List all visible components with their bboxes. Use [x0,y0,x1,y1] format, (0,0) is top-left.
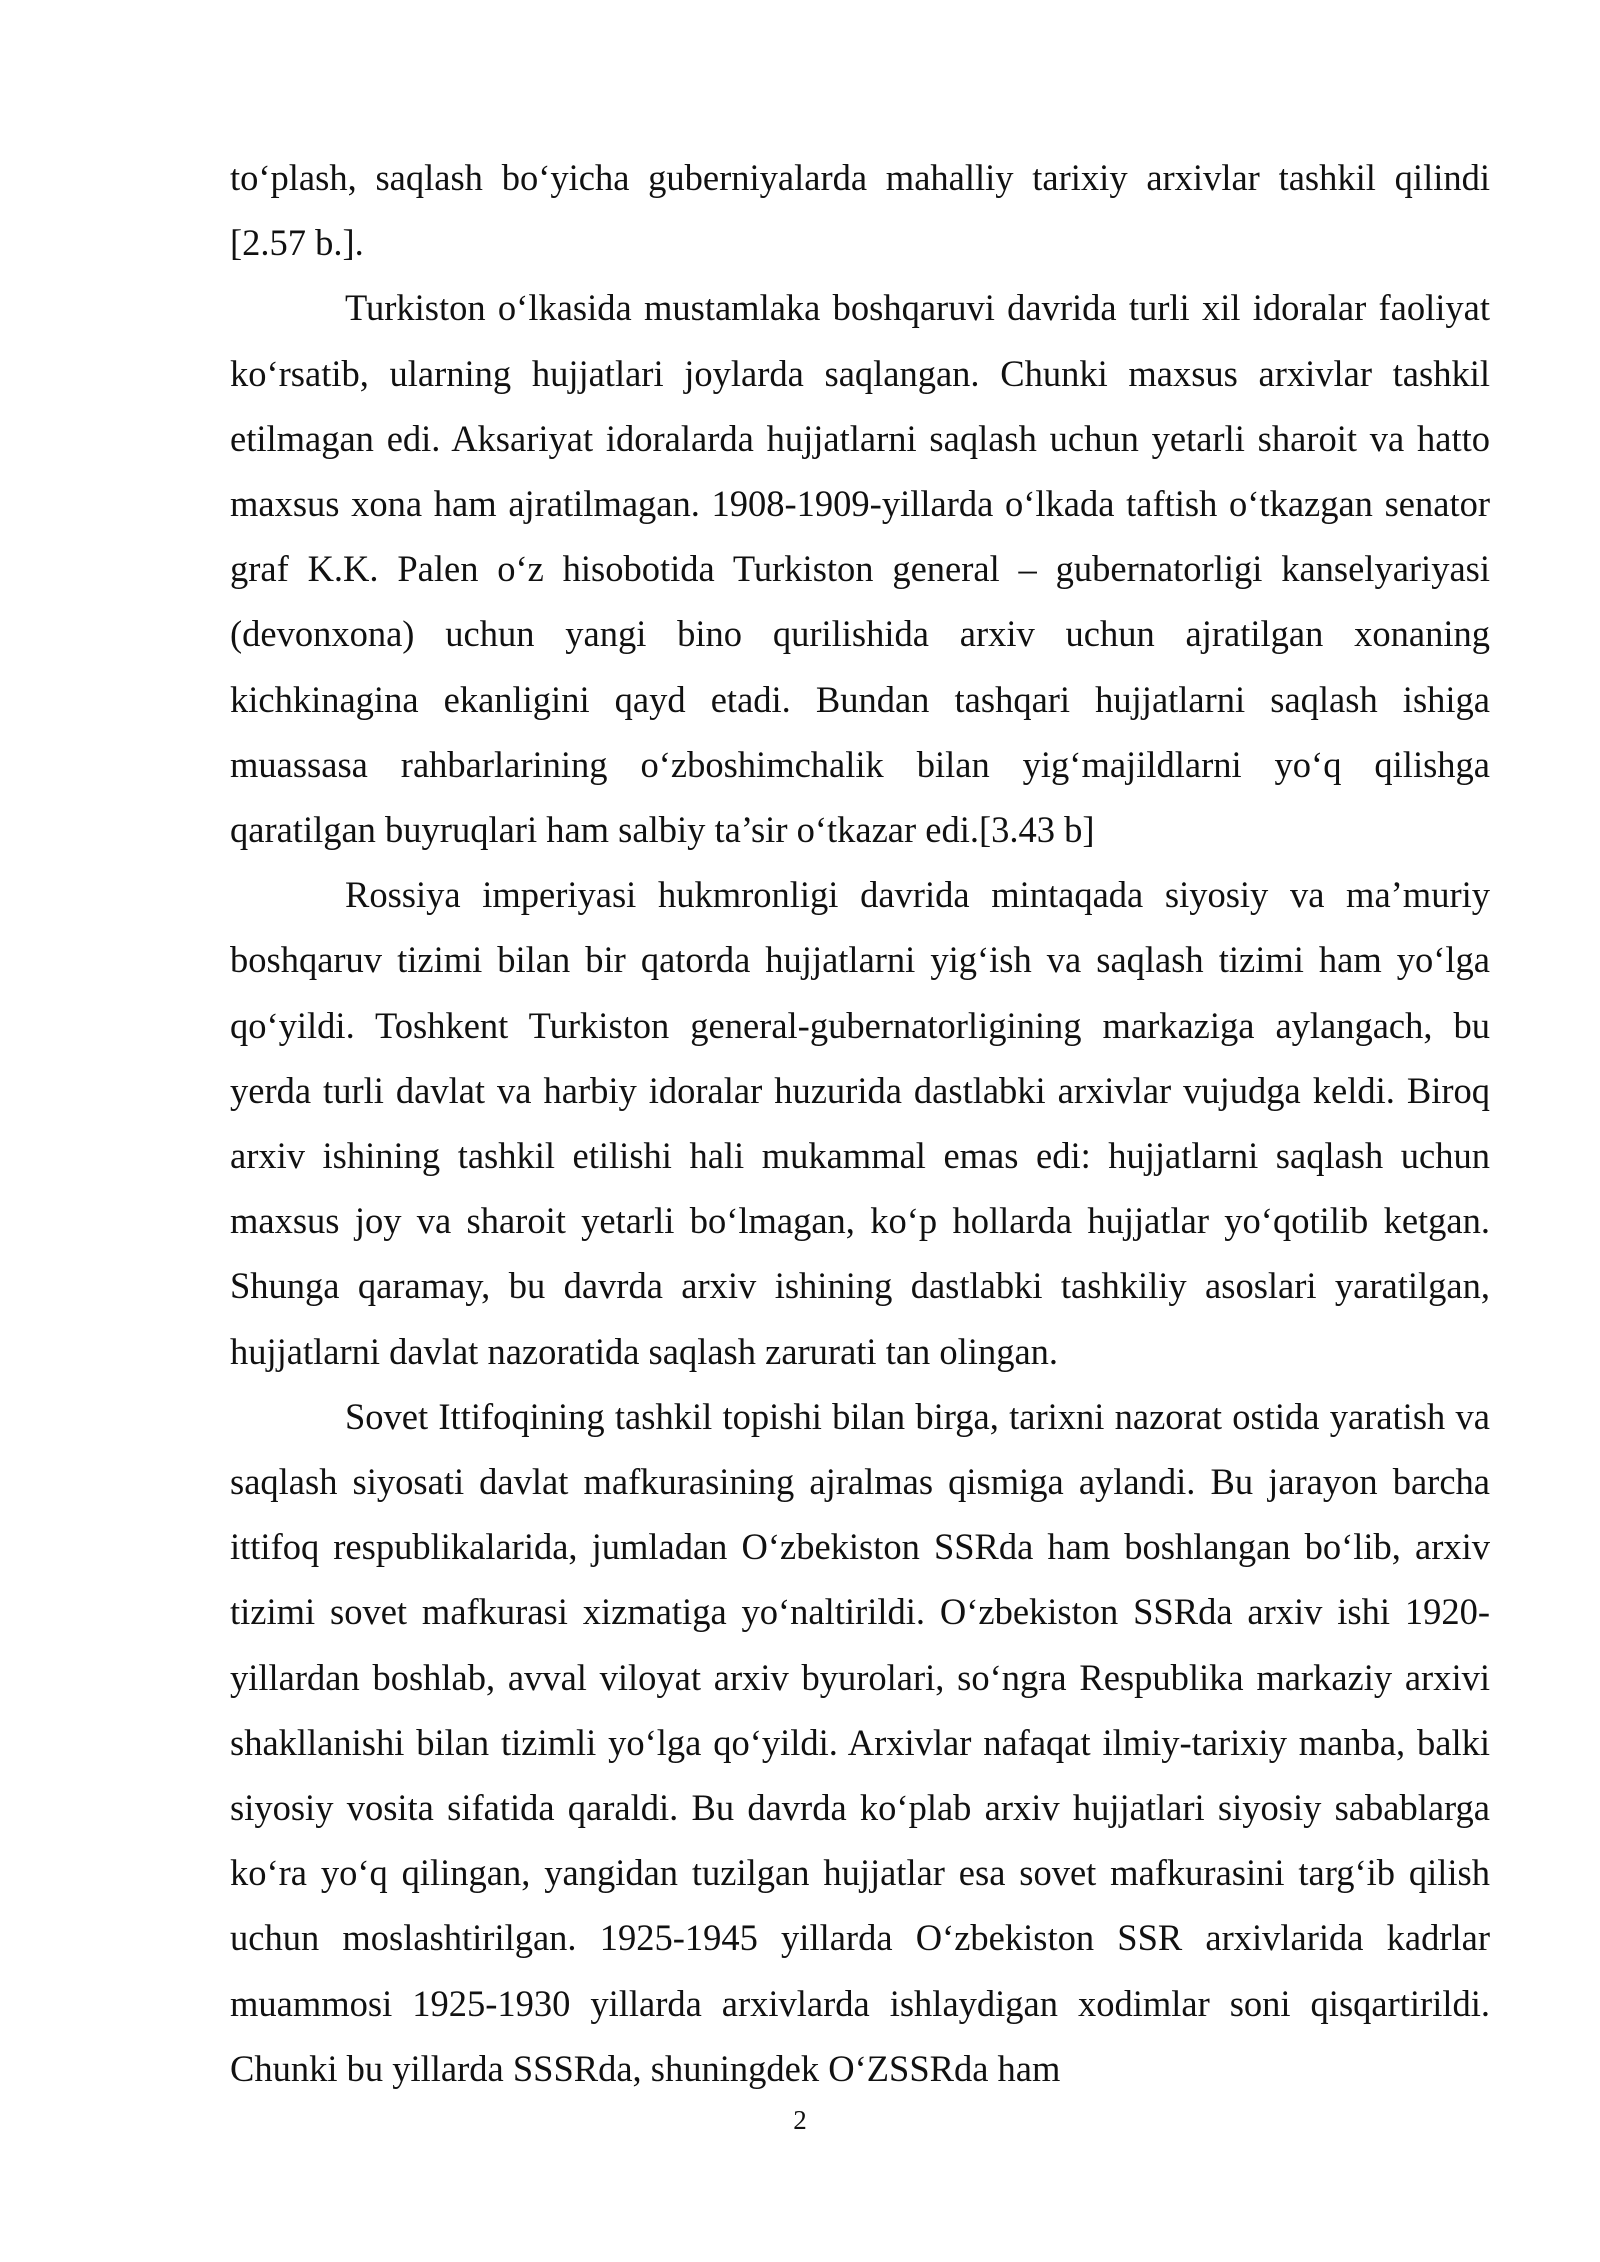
paragraph-1: to‘plash, saqlash bo‘yicha guberniyalarda mahalliy tarixiy arxivlar tashkil qilindi [2.57 b.]. [230,157,1490,264]
document-body [230,145,1490,2101]
paragraph-2: Turkiston o‘lkasida mustamlaka boshqaruvi davrida turli xil idoralar faoliyat ko‘rsatib, ularning hujjatlari joylarda saqlangan. Chunki maxsus arxivlar tashkil etilmagan edi. Aksariyat idoralarda hujjatlarni saqlash uchun yetarli sharoit va hatto maxsus xona ham ajratilmagan. 1908-1909-yillarda o‘lkada taftish o‘tkazgan senator graf K.K. Palen o‘z hisobotida Turkiston general – gubernatorligi kanselyariyasi (devonxona) uchun yangi bino qurilishida arxiv uchun ajratilgan xonaning kichkinagina ekanligini qayd etadi. Bundan tashqari hujjatlarni saqlash ishiga muassasa rahbarlarining o‘zboshimchalik bilan yig‘majildlarni yo‘q qilishga qaratilgan buyruqlari ham salbiy ta’sir o‘tkazar edi.[3.43 b] [230,287,1490,851]
page-number: 2 [793,2105,807,2135]
paragraph-4: Sovet Ittifoqining tashkil topishi bilan birga, tarixni nazorat ostida yaratish va saqlash siyosati davlat mafkurasining ajralmas qismiga aylandi. Bu jarayon barcha ittifoq respublikalarida, jumladan O‘zbekiston SSRda ham boshlangan bo‘lib, arxiv tizimi sovet mafkurasi xizmatiga yo‘naltirildi. O‘zbekiston SSRda arxiv ishi 1920-yillardan boshlab, avval viloyat arxiv byurolari, so‘ngra Respublika markaziy arxivi shakllanishi bilan tizimli yo‘lga qo‘yildi. Arxivlar nafaqat ilmiy-tarixiy manba, balki siyosiy vosita sifatida qaraldi. Bu davrda ko‘plab arxiv hujjatlari siyosiy sabablarga ko‘ra yo‘q qilingan, yangidan tuzilgan hujjatlar esa sovet mafkurasini targ‘ib qilish uchun moslashtirilgan. 1925-1945 yillarda O‘zbekiston SSR arxivlarida kadrlar muammosi 1925-1930 yillarda arxivlarda ishlaydigan xodimlar soni qisqartirildi. Chunki bu yillarda SSSRda, shuningdek O‘ZSSRda ham [230,1395,1490,2089]
paragraph-3: Rossiya imperiyasi hukmronligi davrida mintaqada siyosiy va ma’muriy boshqaruv tizimi bilan bir qatorda hujjatlarni yig‘ish va saqlash tizimi ham yo‘lga qo‘yildi. Toshkent Turkiston general-gubernatorligining markaziga aylangach, bu yerda turli davlat va harbiy idoralar huzurida dastlabki arxivlar vujudga keldi. Biroq arxiv ishining tashkil etilishi hali mukammal emas edi: hujjatlarni saqlash uchun maxsus joy va sharoit yetarli bo‘lmagan, ko‘p hollarda hujjatlar yo‘qotilib ketgan. Shunga qaramay, bu davrda arxiv ishining dastlabki tashkiliy asoslari yaratilgan, hujjatlarni davlat nazoratida saqlash zarurati tan olingan. [230,874,1490,1372]
